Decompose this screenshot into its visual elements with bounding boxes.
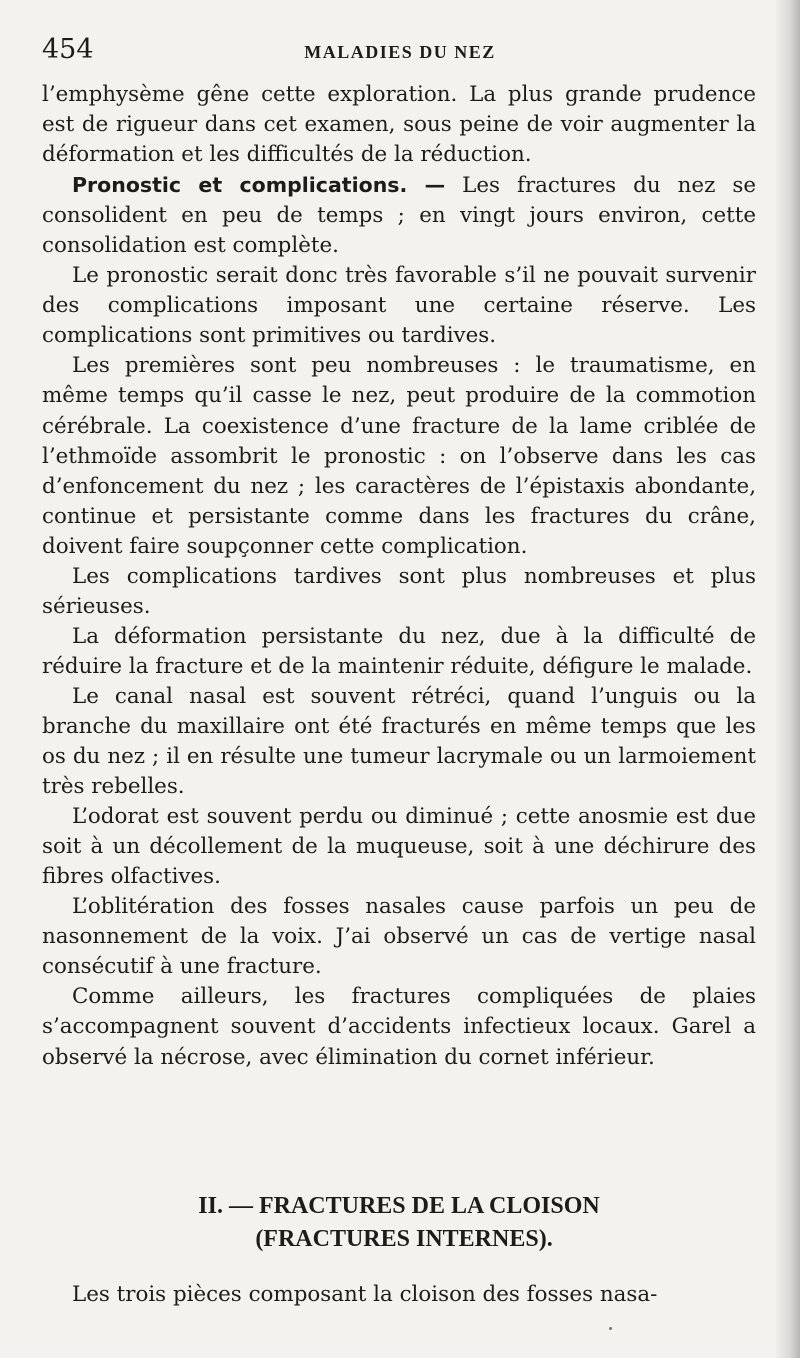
page-edge-shadow [774, 0, 800, 1358]
paragraph-text: Les complications tardives sont plus nombreuses et plus sérieuses. [42, 563, 756, 619]
page-number: 454 [42, 34, 94, 65]
paragraph [42, 892, 756, 982]
paragraph-text: l’emphysème gêne cette exploration. La plus grande prudence est de rigueur dans cet examen, sous peine de voir augmenter la déformation et les difficultés de la réduction. [42, 82, 756, 168]
paragraph-text: Le pronostic serait donc très favorable s’il ne pouvait survenir des complications imposant une certaine réserve. Les complications sont primitives ou tardives. [42, 263, 756, 349]
paragraph [42, 802, 756, 892]
run-in-heading: Pronostic et complications. — [72, 173, 446, 198]
paragraph [42, 982, 756, 1072]
paragraph-text: Comme ailleurs, les fractures compliquées de plaies s’accompagnent souvent d’accidents infectieux locaux. Garel a observé la nécrose, avec élimination du cornet inférieur. [42, 984, 756, 1070]
paragraph [42, 170, 756, 261]
paragraph-text: La déformation persistante du nez, due à la difficulté de réduire la fracture et de la maintenir réduite, défigure le malade. [42, 623, 756, 679]
section-heading [42, 1190, 756, 1256]
paragraph-text: L’odorat est souvent perdu ou diminué ; cette anosmie est due soit à un décollement de la muqueuse, soit à une déchirure des fibres olfactives. [42, 804, 756, 890]
running-title: MALADIES DU NEZ [304, 42, 496, 62]
paragraph [42, 622, 756, 682]
section-heading-subline: (FRACTURES INTERNES). [255, 1226, 553, 1252]
paragraph-text: Les fractures du nez se consolident en peu de temps ; en vingt jours environ, cette consolidation est complète. [42, 173, 756, 259]
ink-speck [609, 1327, 612, 1330]
section-heading-line: II. — FRACTURES DE LA CLOISON [198, 1193, 600, 1219]
last-paragraph: Les trois pièces composant la cloison des fosses nasa- [72, 1282, 658, 1307]
paragraph [42, 80, 756, 170]
paragraph [42, 562, 756, 622]
paragraph [42, 261, 756, 351]
paragraph [42, 351, 756, 561]
paragraph-text: Le canal nasal est souvent rétréci, quand l’unguis ou la branche du maxillaire ont été fracturés en même temps que les os du nez ; il en résulte une tumeur lacrymale ou un larmoiement très rebelles. [42, 683, 756, 800]
body-text [42, 80, 756, 1073]
paragraph [42, 682, 756, 802]
paragraph-text: L’oblitération des fosses nasales cause parfois un peu de nasonnement de la voix. J’ai observé un cas de vertige nasal consécutif à une fracture. [42, 894, 756, 980]
page-header [42, 30, 758, 70]
paragraph-text: Les premières sont peu nombreuses : le traumatisme, en même temps qu’il casse le nez, peut produire de la commotion cérébrale. La coexistence d’une fracture de la lame criblée de l’ethmoïde assombrit le pronostic : on l’observe dans les cas d’enfoncement du nez ; les caractères de l’épistaxis abondante, continue et persistante comme dans les fractures du crâne, doivent faire soupçonner cette complication. [42, 353, 756, 559]
